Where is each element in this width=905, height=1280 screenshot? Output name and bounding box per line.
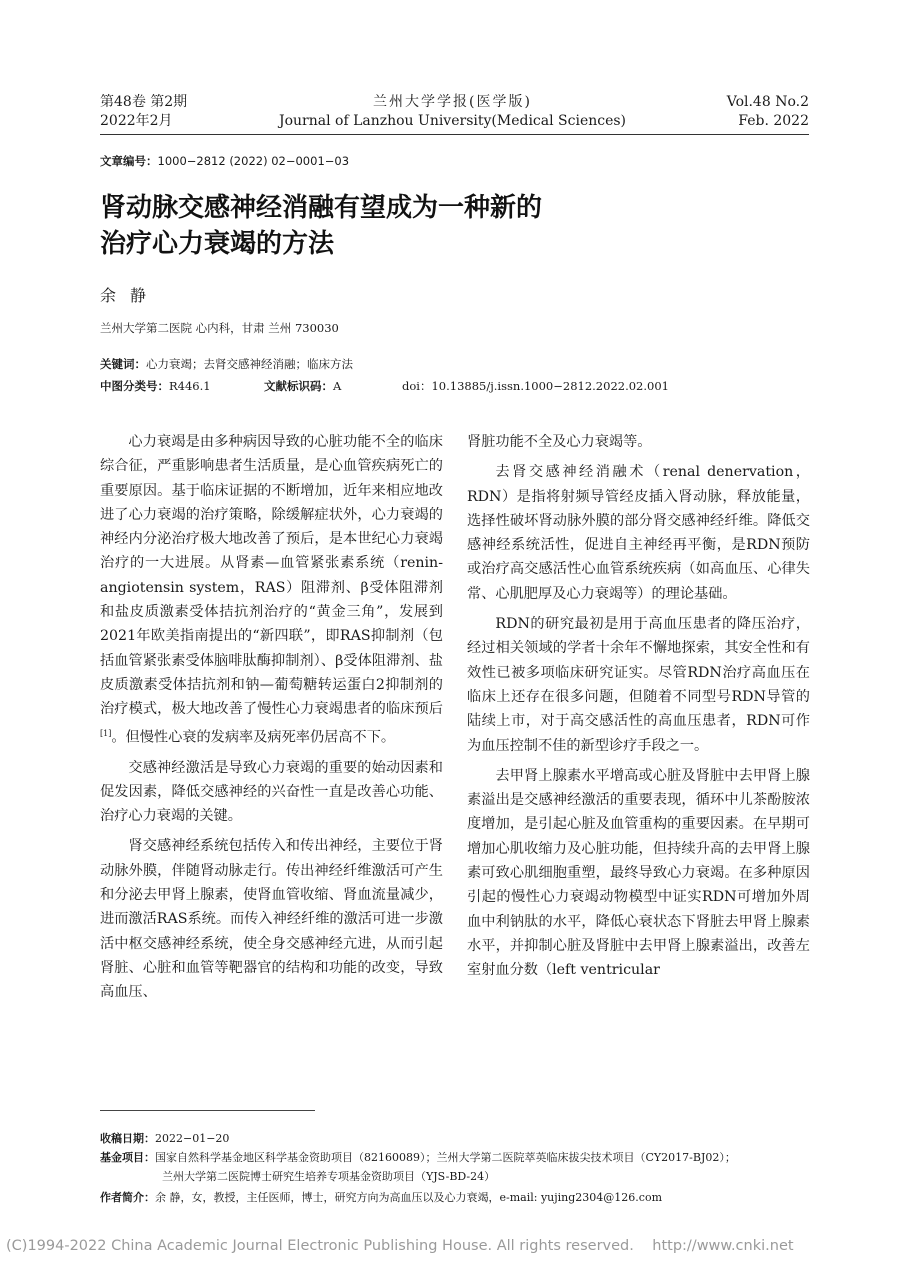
header-divider bbox=[100, 134, 809, 135]
fund-line-2: 兰州大学第二医院博士研究生培养专项基金资助项目（YJS-BD-24） bbox=[162, 1170, 496, 1183]
classification-line bbox=[100, 378, 800, 394]
paragraph: 去肾交感神经消融术（renal denervation，RDN）是指将射频导管经皮插入肾动脉，释放能量，选择性破坏肾动脉外膜的部分肾交感神经纤维。降低交感神经系统活性，促进自主神经再平衡，是RDN预防或治疗高交感活性心血管系统疾病（如高血压、心律失常、心肌肥厚及心力衰竭等）的理论基础。 bbox=[467, 464, 810, 602]
fund-info bbox=[100, 1149, 810, 1167]
author-bio bbox=[100, 1189, 810, 1207]
paragraph: 肾交感神经系统包括传入和传出神经，主要位于肾动脉外膜，伴随肾动脉走行。传出神经纤维激活可产生和分泌去甲肾上腺素，使肾血管收缩、肾血流量减少，进而激活RAS系统。而传入神经纤维的激活可进一步激活中枢交感神经系统，使全身交感神经亢进，从而引起肾脏、心脏和血管等靶器官的结构和功能的改变，导致高血压、 bbox=[100, 838, 443, 1001]
bio-label: 作者简介： bbox=[100, 1191, 155, 1204]
fund-info-cont bbox=[100, 1168, 872, 1186]
author-name: 余静 bbox=[100, 286, 161, 305]
received-label: 收稿日期： bbox=[100, 1132, 155, 1145]
keywords-label: 关键词： bbox=[100, 357, 146, 371]
footnote-divider bbox=[100, 1110, 315, 1111]
date-en: Feb. 2022 bbox=[738, 113, 809, 129]
article-number-value: 1000−2812 (2022) 02−0001−03 bbox=[157, 154, 350, 168]
volume-issue-en: Vol.48 No.2 bbox=[726, 94, 809, 110]
paragraph bbox=[100, 430, 443, 750]
copyright-notice: (C)1994-2022 China Academic Journal Electronic Publishing House. All rights reserved. http://www.cnki.net bbox=[6, 1238, 794, 1254]
article-title bbox=[100, 190, 542, 262]
doi-value: 10.13885/j.issn.1000−2812.2022.02.001 bbox=[431, 379, 669, 393]
paragraph-text: 心力衰竭是由多种病因导致的心脏功能不全的临床综合征，严重影响患者生活质量，是心血管疾病死亡的重要原因。基于临床证据的不断增加，近年来相应地改进了心力衰竭的治疗策略，除缓解症状外，心力衰竭的神经内分泌治疗极大地改善了预后，是本世纪心力衰竭治疗的一大进展。从肾素—血管紧张素系统（renin-angiotensin system，RAS）阻滞剂、β受体阻滞剂和盐皮质激素受体拮抗剂治疗的“黄金三角”，发展到2021年欧美指南提出的“新四联”，即RAS抑制剂（包括血管紧张素受体脑啡肽酶抑制剂）、β受体阻滞剂、盐皮质激素受体拮抗剂和钠—葡萄糖转运蛋白2抑制剂的治疗模式，极大地改善了慢性心力衰竭患者的临床预后 bbox=[100, 434, 443, 718]
fund-line-1: 国家自然科学基金地区科学基金资助项目（82160089）；兰州大学第二医院萃英临床拔尖技术项目（CY2017-BJ02）； bbox=[155, 1151, 736, 1164]
received-date bbox=[100, 1130, 810, 1148]
keywords bbox=[100, 356, 353, 372]
title-line-1: 肾动脉交感神经消融有望成为一种新的 bbox=[100, 193, 543, 223]
paragraph: 去甲肾上腺素水平增高或心脏及肾脏中去甲肾上腺素溢出是交感神经激活的重要表现，循环中儿茶酚胺浓度增加，是引起心脏及血管重构的重要因素。在早期可增加心肌收缩力及心脏功能，但持续升高的去甲肾上腺素可致心肌细胞重塑，最终导致心力衰竭。在多种原因引起的慢性心力衰竭动物模型中证实RDN可增加外周血中利钠肽的水平，降低心衰状态下肾脏去甲肾上腺素水平，并抑制心脏及肾脏中去甲肾上腺素溢出，改善左室射血分数（left ventricular bbox=[467, 767, 810, 979]
citation-ref: [1] bbox=[100, 728, 112, 738]
title-line-2: 治疗心力衰竭的方法 bbox=[100, 229, 335, 259]
journal-name-en: Journal of Lanzhou University(Medical Sciences) bbox=[278, 113, 627, 129]
journal-name-cn: 兰州大学学报(医学版) bbox=[373, 94, 532, 110]
article-number-label: 文章编号： bbox=[100, 154, 158, 168]
paragraph: RDN的研究最初是用于高血压患者的降压治疗，经过相关领域的学者十余年不懈地探索，其安全性和有效性已被多项临床研究证实。尽管RDN治疗高血压在临床上还存在很多问题，但随着不同型号RDN导管的陆续上市，对于高交感活性的高血压患者，RDN可作为血压控制不佳的新型诊疗手段之一。 bbox=[467, 616, 810, 754]
doc-code-value: A bbox=[333, 379, 342, 393]
journal-volume-en bbox=[727, 93, 809, 131]
paragraph: 交感神经激活是导致心力衰竭的重要的始动因素和促发因素，降低交感神经的兴奋性一直是改善心功能、治疗心力衰竭的关键。 bbox=[100, 759, 443, 825]
received-value: 2022−01−20 bbox=[155, 1132, 230, 1145]
keywords-value: 心力衰竭；去肾交感神经消融；临床方法 bbox=[146, 357, 353, 371]
doi-label: doi： bbox=[402, 379, 432, 393]
paragraph-text: 。但慢性心衰的发病率及病死率仍居高不下。 bbox=[111, 729, 396, 746]
clc-label: 中图分类号： bbox=[100, 379, 169, 393]
article-number bbox=[100, 153, 349, 169]
paragraph-continued: 肾脏功能不全及心力衰竭等。 bbox=[467, 434, 652, 450]
date-cn: 2022年2月 bbox=[100, 113, 173, 129]
bio-value: 余 静，女，教授，主任医师，博士，研究方向为高血压以及心力衰竭，e-mail: yujing2304@126.com bbox=[155, 1191, 663, 1204]
doc-code-label: 文献标识码： bbox=[264, 379, 333, 393]
affiliation: 兰州大学第二医院 心内科，甘肃 兰州 730030 bbox=[100, 321, 339, 335]
clc-value: R446.1 bbox=[169, 379, 211, 393]
volume-issue-cn: 第48卷 第2期 bbox=[100, 94, 188, 110]
body-column-left bbox=[100, 430, 443, 1005]
fund-label: 基金项目： bbox=[100, 1151, 155, 1164]
body-column-right bbox=[467, 430, 810, 983]
